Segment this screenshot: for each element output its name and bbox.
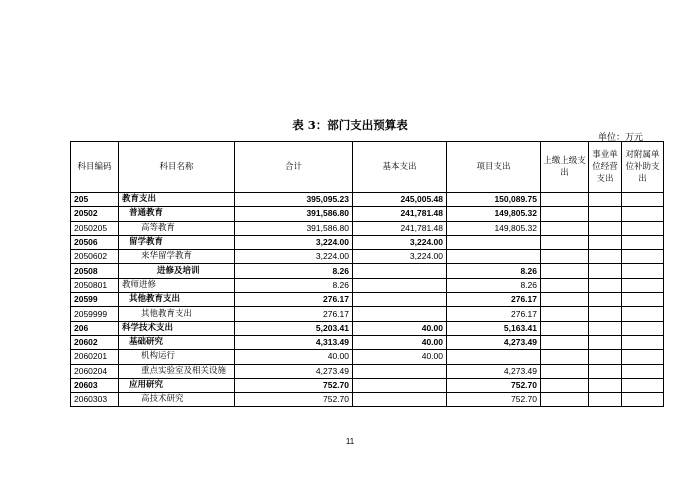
cell-project: 276.17 bbox=[447, 307, 541, 321]
cell-code: 2060201 bbox=[71, 350, 119, 364]
page-number: 11 bbox=[345, 437, 355, 446]
cell-basic bbox=[353, 278, 447, 292]
cell-code: 205 bbox=[71, 193, 119, 207]
cell-upper bbox=[541, 293, 589, 307]
cell-name: 重点实验室及相关设施 bbox=[119, 364, 235, 378]
cell-operating bbox=[589, 235, 622, 249]
table-header-row bbox=[71, 142, 664, 193]
table-row bbox=[71, 378, 664, 392]
table-row bbox=[71, 293, 664, 307]
table-row bbox=[71, 235, 664, 249]
cell-name: 科学技术支出 bbox=[119, 321, 235, 335]
header-project: 项目支出 bbox=[447, 142, 541, 193]
cell-operating bbox=[589, 193, 622, 207]
cell-name: 应用研究 bbox=[119, 378, 235, 392]
cell-subsidy bbox=[622, 235, 664, 249]
cell-project bbox=[447, 250, 541, 264]
cell-total: 3,224.00 bbox=[235, 235, 353, 249]
cell-basic bbox=[353, 293, 447, 307]
cell-code: 2059999 bbox=[71, 307, 119, 321]
table-row bbox=[71, 393, 664, 407]
cell-code: 2060303 bbox=[71, 393, 119, 407]
cell-name: 其他教育支出 bbox=[119, 293, 235, 307]
cell-basic: 3,224.00 bbox=[353, 235, 447, 249]
cell-operating bbox=[589, 335, 622, 349]
cell-basic: 40.00 bbox=[353, 321, 447, 335]
cell-operating bbox=[589, 250, 622, 264]
table-body bbox=[71, 193, 664, 407]
table-row bbox=[71, 307, 664, 321]
cell-operating bbox=[589, 264, 622, 278]
cell-total: 752.70 bbox=[235, 378, 353, 392]
cell-total: 3,224.00 bbox=[235, 250, 353, 264]
cell-code: 20599 bbox=[71, 293, 119, 307]
cell-basic: 241,781.48 bbox=[353, 207, 447, 221]
cell-name: 留学教育 bbox=[119, 235, 235, 249]
cell-code: 20506 bbox=[71, 235, 119, 249]
cell-total: 8.26 bbox=[235, 278, 353, 292]
cell-name: 进修及培训 bbox=[119, 264, 235, 278]
cell-name: 机构运行 bbox=[119, 350, 235, 364]
cell-subsidy bbox=[622, 221, 664, 235]
cell-operating bbox=[589, 350, 622, 364]
cell-basic bbox=[353, 307, 447, 321]
header-upper: 上缴上级支出 bbox=[541, 142, 589, 193]
cell-name: 高技术研究 bbox=[119, 393, 235, 407]
budget-table bbox=[70, 141, 664, 407]
cell-upper bbox=[541, 378, 589, 392]
cell-upper bbox=[541, 278, 589, 292]
cell-operating bbox=[589, 364, 622, 378]
cell-project: 752.70 bbox=[447, 393, 541, 407]
cell-project: 150,089.75 bbox=[447, 193, 541, 207]
cell-code: 2060204 bbox=[71, 364, 119, 378]
header-basic: 基本支出 bbox=[353, 142, 447, 193]
cell-code: 2050801 bbox=[71, 278, 119, 292]
cell-project: 5,163.41 bbox=[447, 321, 541, 335]
cell-upper bbox=[541, 350, 589, 364]
table-row bbox=[71, 278, 664, 292]
cell-name: 普通教育 bbox=[119, 207, 235, 221]
cell-total: 391,586.80 bbox=[235, 207, 353, 221]
cell-name: 高等教育 bbox=[119, 221, 235, 235]
cell-code: 20508 bbox=[71, 264, 119, 278]
cell-project: 8.26 bbox=[447, 278, 541, 292]
cell-total: 391,586.80 bbox=[235, 221, 353, 235]
table-row bbox=[71, 335, 664, 349]
cell-subsidy bbox=[622, 307, 664, 321]
table-row bbox=[71, 321, 664, 335]
cell-upper bbox=[541, 193, 589, 207]
cell-upper bbox=[541, 321, 589, 335]
cell-operating bbox=[589, 207, 622, 221]
cell-basic: 40.00 bbox=[353, 335, 447, 349]
cell-upper bbox=[541, 250, 589, 264]
cell-operating bbox=[589, 393, 622, 407]
table-title: 表 3：部门支出预算表 bbox=[292, 118, 408, 132]
cell-subsidy bbox=[622, 321, 664, 335]
cell-subsidy bbox=[622, 335, 664, 349]
table-row bbox=[71, 264, 664, 278]
cell-total: 276.17 bbox=[235, 307, 353, 321]
cell-operating bbox=[589, 221, 622, 235]
table-row bbox=[71, 193, 664, 207]
table-row bbox=[71, 364, 664, 378]
cell-subsidy bbox=[622, 350, 664, 364]
cell-code: 2050205 bbox=[71, 221, 119, 235]
cell-upper bbox=[541, 335, 589, 349]
cell-basic bbox=[353, 364, 447, 378]
cell-code: 2050602 bbox=[71, 250, 119, 264]
cell-project bbox=[447, 350, 541, 364]
cell-basic bbox=[353, 378, 447, 392]
cell-subsidy bbox=[622, 364, 664, 378]
cell-operating bbox=[589, 321, 622, 335]
cell-upper bbox=[541, 221, 589, 235]
cell-code: 206 bbox=[71, 321, 119, 335]
cell-project: 8.26 bbox=[447, 264, 541, 278]
cell-project: 149,805.32 bbox=[447, 221, 541, 235]
cell-name: 来华留学教育 bbox=[119, 250, 235, 264]
cell-total: 4,273.49 bbox=[235, 364, 353, 378]
cell-subsidy bbox=[622, 378, 664, 392]
cell-name: 教师进修 bbox=[119, 278, 235, 292]
cell-basic bbox=[353, 393, 447, 407]
cell-project: 4,273.49 bbox=[447, 335, 541, 349]
cell-operating bbox=[589, 378, 622, 392]
cell-upper bbox=[541, 307, 589, 321]
cell-project: 276.17 bbox=[447, 293, 541, 307]
cell-code: 20502 bbox=[71, 207, 119, 221]
cell-operating bbox=[589, 278, 622, 292]
cell-basic: 241,781.48 bbox=[353, 221, 447, 235]
table-row bbox=[71, 221, 664, 235]
cell-basic: 40.00 bbox=[353, 350, 447, 364]
cell-code: 20602 bbox=[71, 335, 119, 349]
cell-total: 4,313.49 bbox=[235, 335, 353, 349]
cell-name: 教育支出 bbox=[119, 193, 235, 207]
cell-basic: 3,224.00 bbox=[353, 250, 447, 264]
header-total: 合计 bbox=[235, 142, 353, 193]
cell-upper bbox=[541, 235, 589, 249]
cell-subsidy bbox=[622, 278, 664, 292]
cell-subsidy bbox=[622, 293, 664, 307]
cell-subsidy bbox=[622, 207, 664, 221]
cell-name: 基础研究 bbox=[119, 335, 235, 349]
cell-total: 8.26 bbox=[235, 264, 353, 278]
table-row bbox=[71, 207, 664, 221]
cell-total: 5,203.41 bbox=[235, 321, 353, 335]
header-subsidy: 对附属单位补助支出 bbox=[622, 142, 664, 193]
cell-basic bbox=[353, 264, 447, 278]
cell-name: 其他教育支出 bbox=[119, 307, 235, 321]
cell-upper bbox=[541, 207, 589, 221]
cell-operating bbox=[589, 307, 622, 321]
cell-upper bbox=[541, 264, 589, 278]
cell-total: 395,095.23 bbox=[235, 193, 353, 207]
header-code: 科目编码 bbox=[71, 142, 119, 193]
cell-total: 276.17 bbox=[235, 293, 353, 307]
cell-project: 149,805.32 bbox=[447, 207, 541, 221]
header-operating: 事业单位经营支出 bbox=[589, 142, 622, 193]
cell-upper bbox=[541, 393, 589, 407]
cell-subsidy bbox=[622, 264, 664, 278]
unit-label: 单位：万元 bbox=[597, 133, 643, 143]
cell-project bbox=[447, 235, 541, 249]
cell-subsidy bbox=[622, 250, 664, 264]
cell-total: 752.70 bbox=[235, 393, 353, 407]
cell-project: 752.70 bbox=[447, 378, 541, 392]
cell-total: 40.00 bbox=[235, 350, 353, 364]
cell-operating bbox=[589, 293, 622, 307]
table-row bbox=[71, 250, 664, 264]
cell-upper bbox=[541, 364, 589, 378]
table-row bbox=[71, 350, 664, 364]
cell-subsidy bbox=[622, 393, 664, 407]
cell-basic: 245,005.48 bbox=[353, 193, 447, 207]
cell-project: 4,273.49 bbox=[447, 364, 541, 378]
cell-code: 20603 bbox=[71, 378, 119, 392]
cell-subsidy bbox=[622, 193, 664, 207]
header-name: 科目名称 bbox=[119, 142, 235, 193]
